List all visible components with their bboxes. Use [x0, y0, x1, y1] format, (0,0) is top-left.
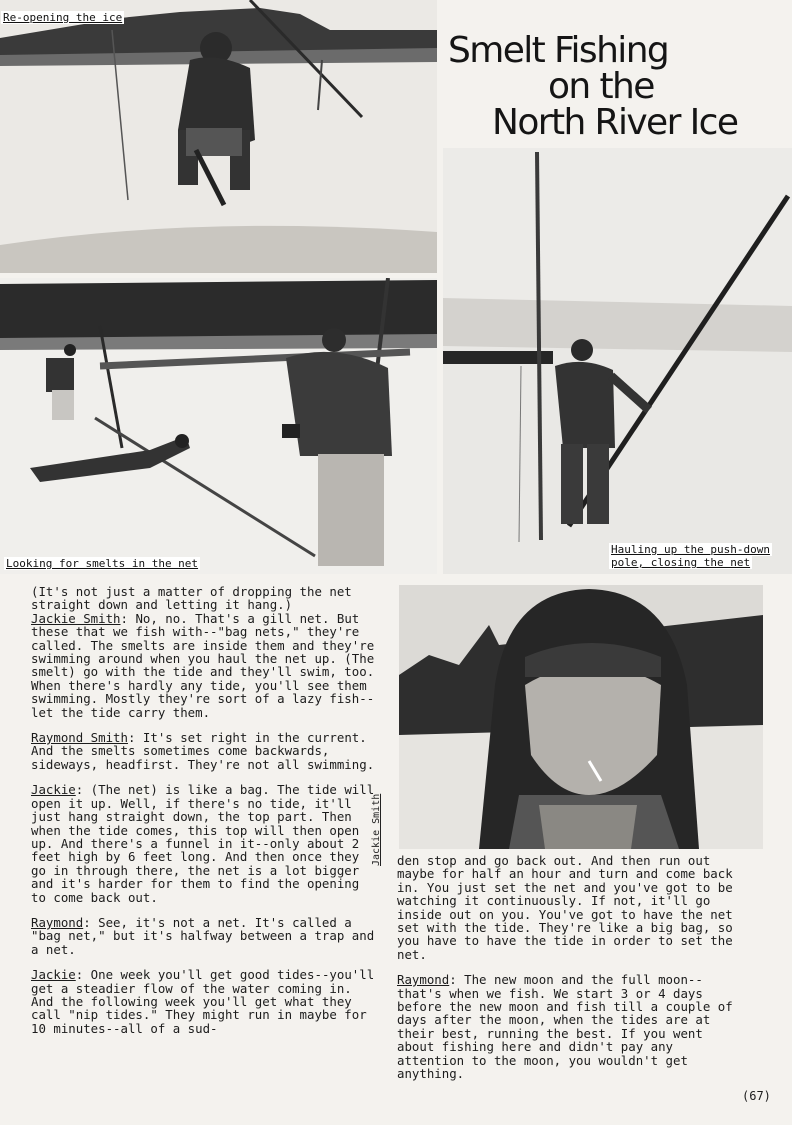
- speaker-label: Jackie: [31, 967, 76, 983]
- dialogue-text: : One week you'll get good tides--you'll get a steadier flow of the water coming in. And the following week you'll get what they call "nip tides." They might run in maybe for 10 minutes--all of a sud-: [31, 967, 375, 1036]
- speaker-label: Jackie: [31, 782, 76, 798]
- left-text-column: [31, 585, 377, 1047]
- paragraph: [397, 973, 747, 1080]
- paragraph: [31, 968, 377, 1035]
- speaker-label: Jackie Smith: [31, 610, 121, 626]
- dialogue-text: : It's set right in the current. And the smelts sometimes come backwards, sideways, headfirst. They're not all swimming.: [31, 730, 375, 772]
- dialogue-text: : (The net) is like a bag. The tide will open it up. Well, if there's no tide, it'll just hang straight down, the top part. Then when the tide comes, this top will then open up. And there's a funnel in it--only about 2 feet high by 6 feet long. And then once they go in through there, the net is a lot bigger and it's harder for them to find the opening to come back out.: [31, 782, 375, 905]
- caption-reopening: Re-opening the ice: [3, 11, 123, 24]
- photo-reopening-ice: [0, 0, 437, 273]
- article-title-line-1: Smelt Fishing: [448, 30, 669, 71]
- paragraph: [31, 916, 377, 956]
- dialogue-text: : The new moon and the full moon--that's when we fish. We start 3 or 4 days before the new moon and fish till a couple of days after the moon, when the tides are at their best, running the best. If you went about fishing here and didn't pay any attention to the moon, you wouldn't get anything.: [397, 972, 733, 1082]
- photo-hauling-pole: [443, 148, 792, 574]
- caption-portrait-jackie-smith: Jackie Smith: [371, 793, 382, 866]
- article-title-line-2: on the: [548, 66, 654, 107]
- speaker-label: Raymond Smith: [31, 730, 128, 746]
- dialogue-text: den stop and go back out. And then run out maybe for half an hour and turn and come back in. You just set the net and you've got to be watching it continuously. If not, it'll go inside out on you. You've got to have the net set with the tide. They're like a big bag, so you have to have the tide in order to set the net.: [397, 853, 733, 962]
- dialogue-text: : See, it's not a net. It's called a "bag net," but it's halfway between a trap and a net.: [31, 914, 375, 957]
- paragraph: [31, 783, 377, 904]
- caption-looking: Looking for smelts in the net: [6, 557, 199, 570]
- paragraph: [397, 854, 747, 961]
- intro-text: (It's not just a matter of dropping the net straight down and letting it hang.): [31, 584, 352, 613]
- speaker-label: Raymond: [31, 914, 84, 930]
- photo-jackie-smith-portrait: [399, 585, 763, 849]
- article-title-line-3: North River Ice: [492, 102, 738, 143]
- page-number: (67): [742, 1089, 771, 1103]
- right-text-column: [397, 854, 747, 1093]
- dialogue-text: : No, no. That's a gill net. But these that we fish with--"bag nets," they're called. The smelts are inside them and they're swimming around when you haul the net up. (The smelt) go with the tide and they'll swim, too. When there's hardly any tide, you'll see them swimming. Mostly they're sort of a lazy fish--let the tide carry them.: [31, 610, 375, 720]
- paragraph: [31, 731, 377, 771]
- paragraph: [31, 585, 377, 719]
- caption-hauling-line-2: pole, closing the net: [611, 556, 751, 569]
- caption-hauling-line-1: Hauling up the push-down: [611, 543, 770, 556]
- speaker-label: Raymond: [397, 972, 450, 988]
- photo-looking-smelts: [0, 278, 437, 574]
